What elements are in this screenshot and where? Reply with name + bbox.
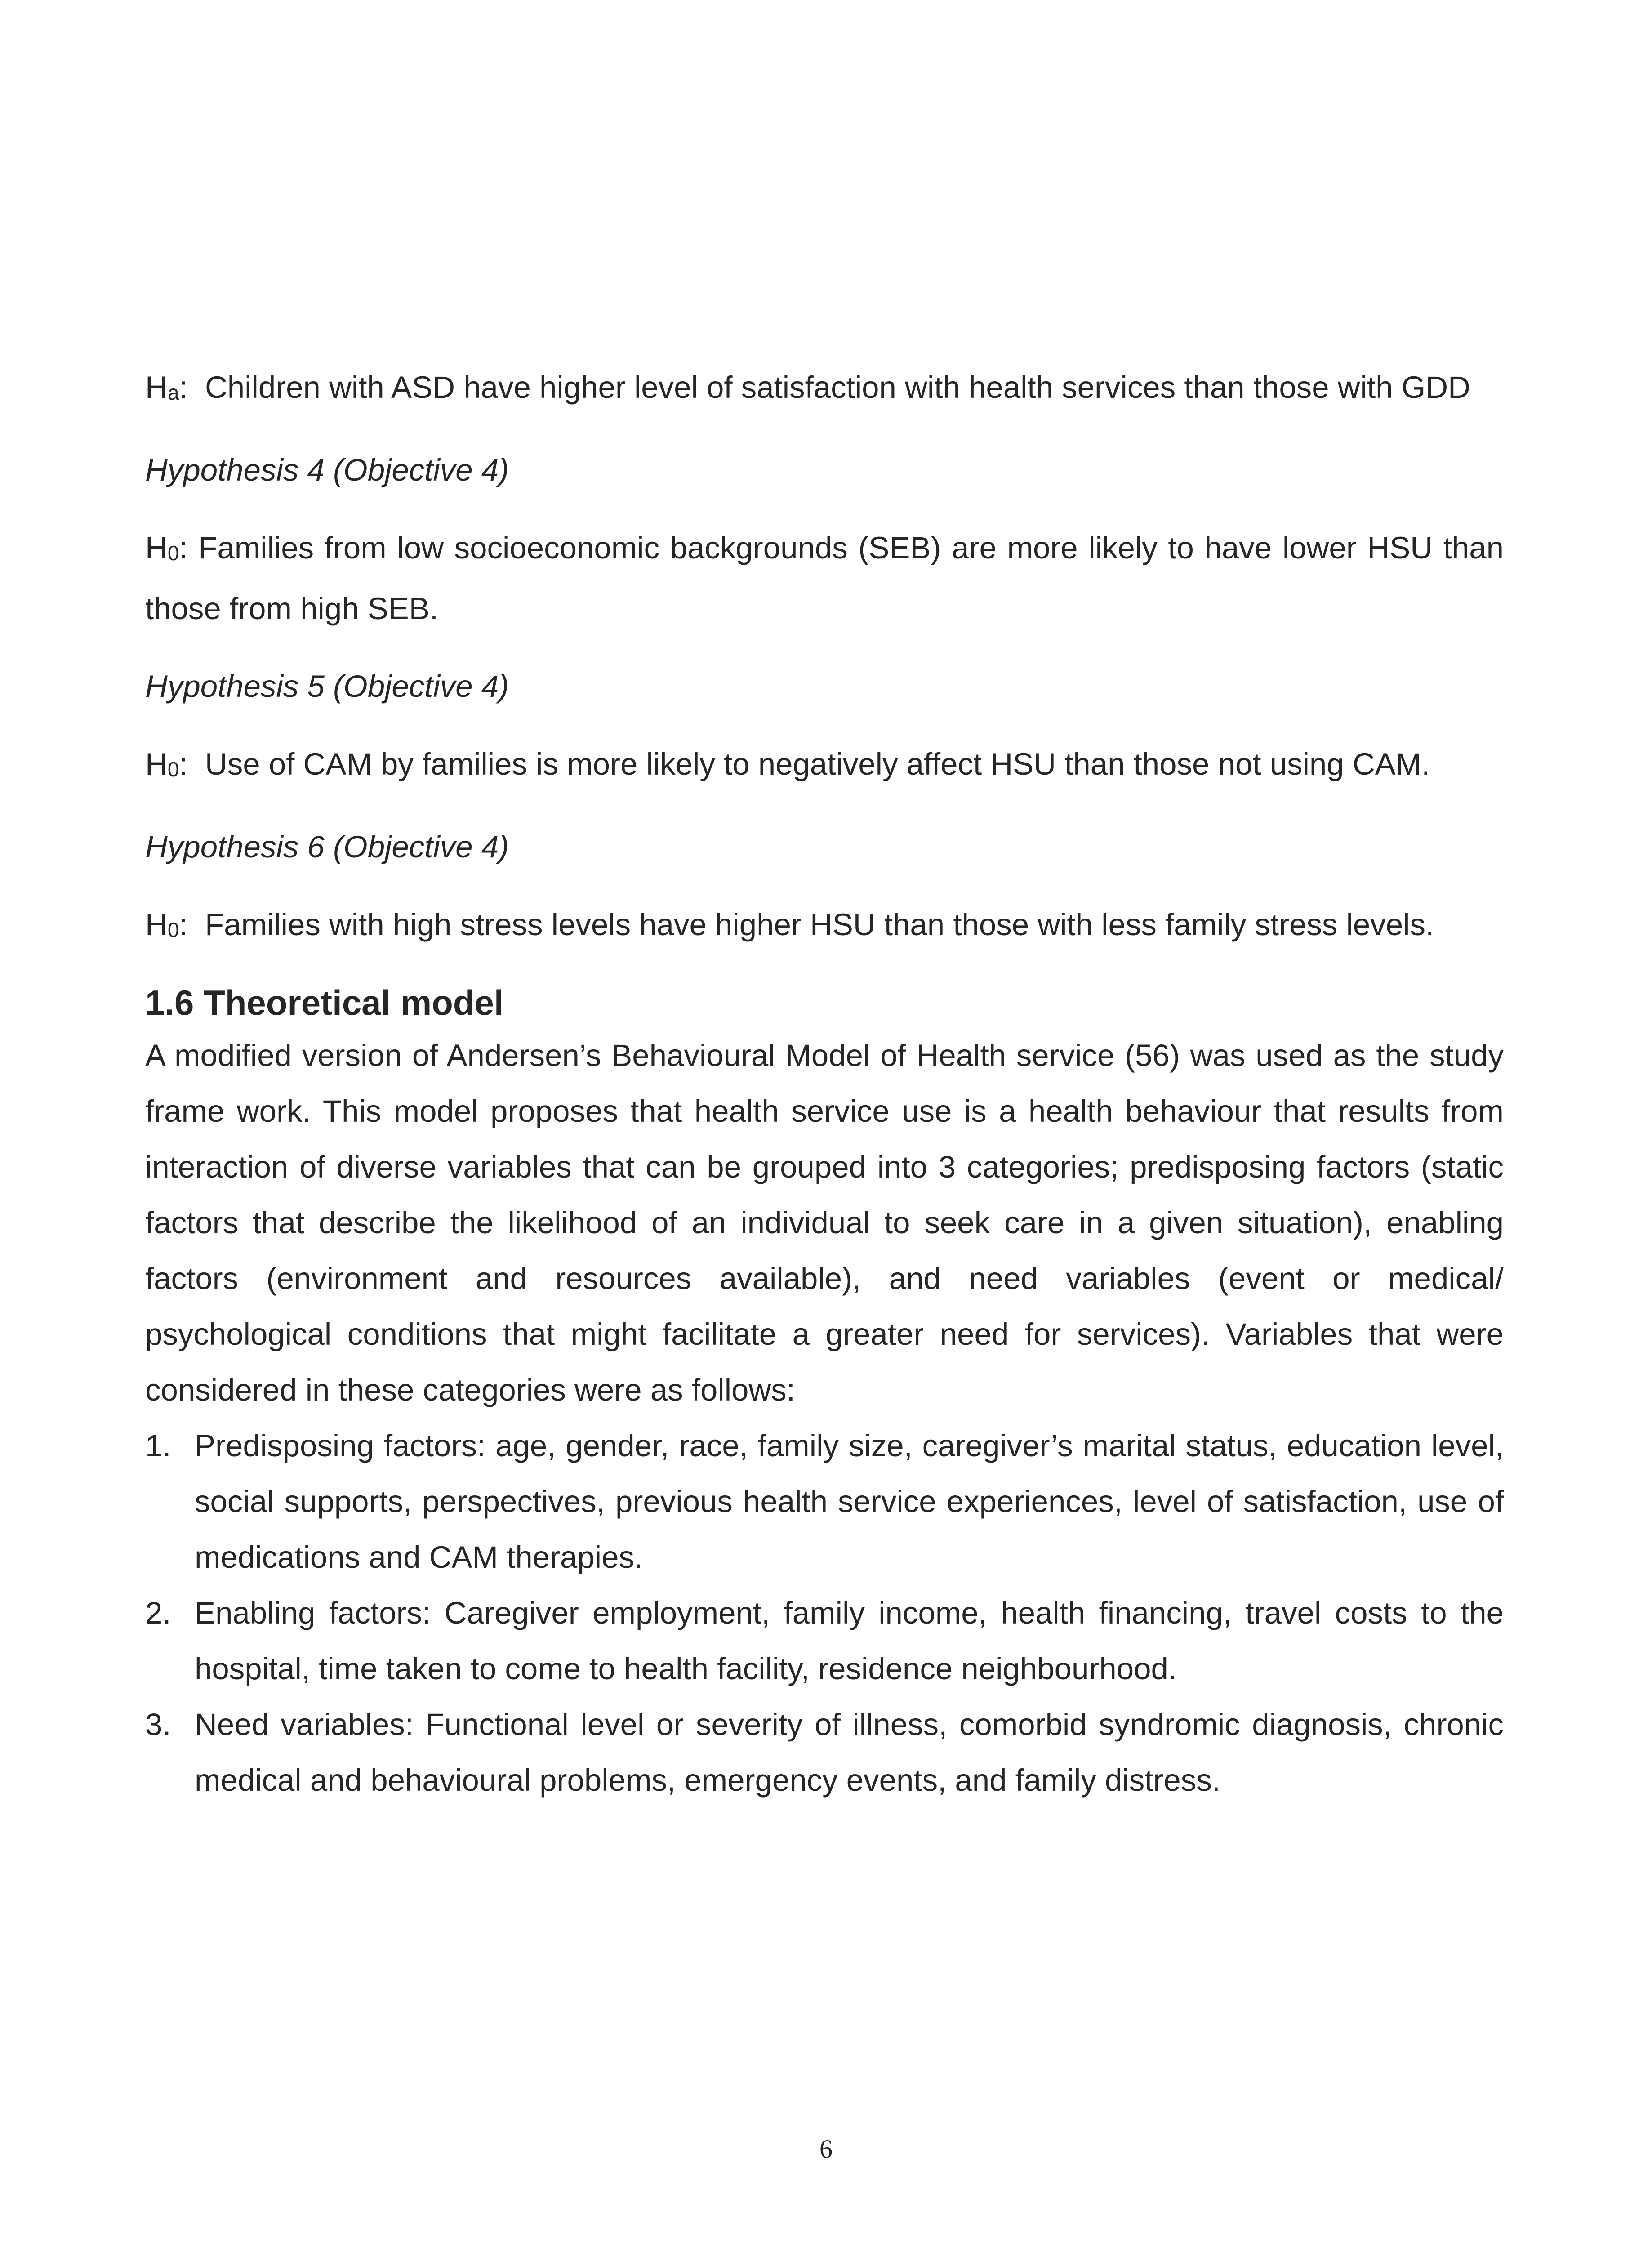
list-item-number: 2. — [145, 1596, 171, 1630]
hypothesis-symbol: H0: — [145, 531, 188, 565]
list-item-text: Enabling factors: Caregiver employment, family income, health financing, travel costs to the hospital, time taken to come to health facility, residence neighbourhood. — [195, 1596, 1504, 1686]
factors-list — [145, 1418, 1504, 1808]
hypothesis-text: Use of CAM by families is more likely to negatively affect HSU than those not using CAM. — [205, 747, 1430, 781]
hypothesis-text: Children with ASD have higher level of satisfaction with health services than those with GDD — [205, 370, 1471, 405]
hypothesis-text: Families from low socioeconomic backgrounds (SEB) are more likely to have lower HSU than those from high SEB. — [145, 531, 1504, 626]
hypothesis-3-alternative — [145, 360, 1504, 420]
hypothesis-5-null — [145, 736, 1504, 797]
list-item — [145, 1697, 1504, 1808]
hypothesis-6-title: Hypothesis 6 (Objective 4) — [145, 830, 509, 864]
list-item-text: Need variables: Functional level or severity of illness, comorbid syndromic diagnosis, chronic medical and behavioural problems, emergency events, and family distress. — [195, 1707, 1504, 1798]
list-item-text: Predisposing factors: age, gender, race, family size, caregiver’s marital status, education level, social supports, perspectives, previous health service experiences, level of satisfaction, use of medications and CAM therapies. — [195, 1428, 1504, 1574]
hypothesis-5-title: Hypothesis 5 (Objective 4) — [145, 669, 509, 704]
hypothesis-symbol: H0: — [145, 907, 188, 942]
page-number: 6 — [819, 2134, 833, 2163]
hypothesis-text: Families with high stress levels have higher HSU than those with less family stress levels. — [205, 907, 1434, 942]
section-heading: 1.6 Theoretical model — [145, 983, 504, 1022]
hypothesis-4-title: Hypothesis 4 (Objective 4) — [145, 453, 509, 487]
hypothesis-6-null — [145, 897, 1504, 958]
section-paragraph: A modified version of Andersen’s Behavioural Model of Health service (56) was used as the study frame work. This model proposes that health service use is a health behaviour that results from interaction of diverse variables that can be grouped into 3 categories; predisposing factors (static factors that describe the likelihood of an individual to seek care in a given situation), enabling factors (environment and resources available), and need variables (event or medical/ psychological conditions that might facilitate a greater need for services). Variables that were considered in these categories were as follows: — [145, 1038, 1504, 1407]
page-body — [145, 360, 1504, 1808]
list-item — [145, 1418, 1504, 1585]
list-item-number: 1. — [145, 1428, 171, 1463]
list-item — [145, 1585, 1504, 1697]
hypothesis-symbol: H0: — [145, 747, 188, 781]
hypothesis-symbol: Ha: — [145, 370, 188, 405]
list-item-number: 3. — [145, 1707, 171, 1742]
hypothesis-4-null — [145, 520, 1504, 637]
